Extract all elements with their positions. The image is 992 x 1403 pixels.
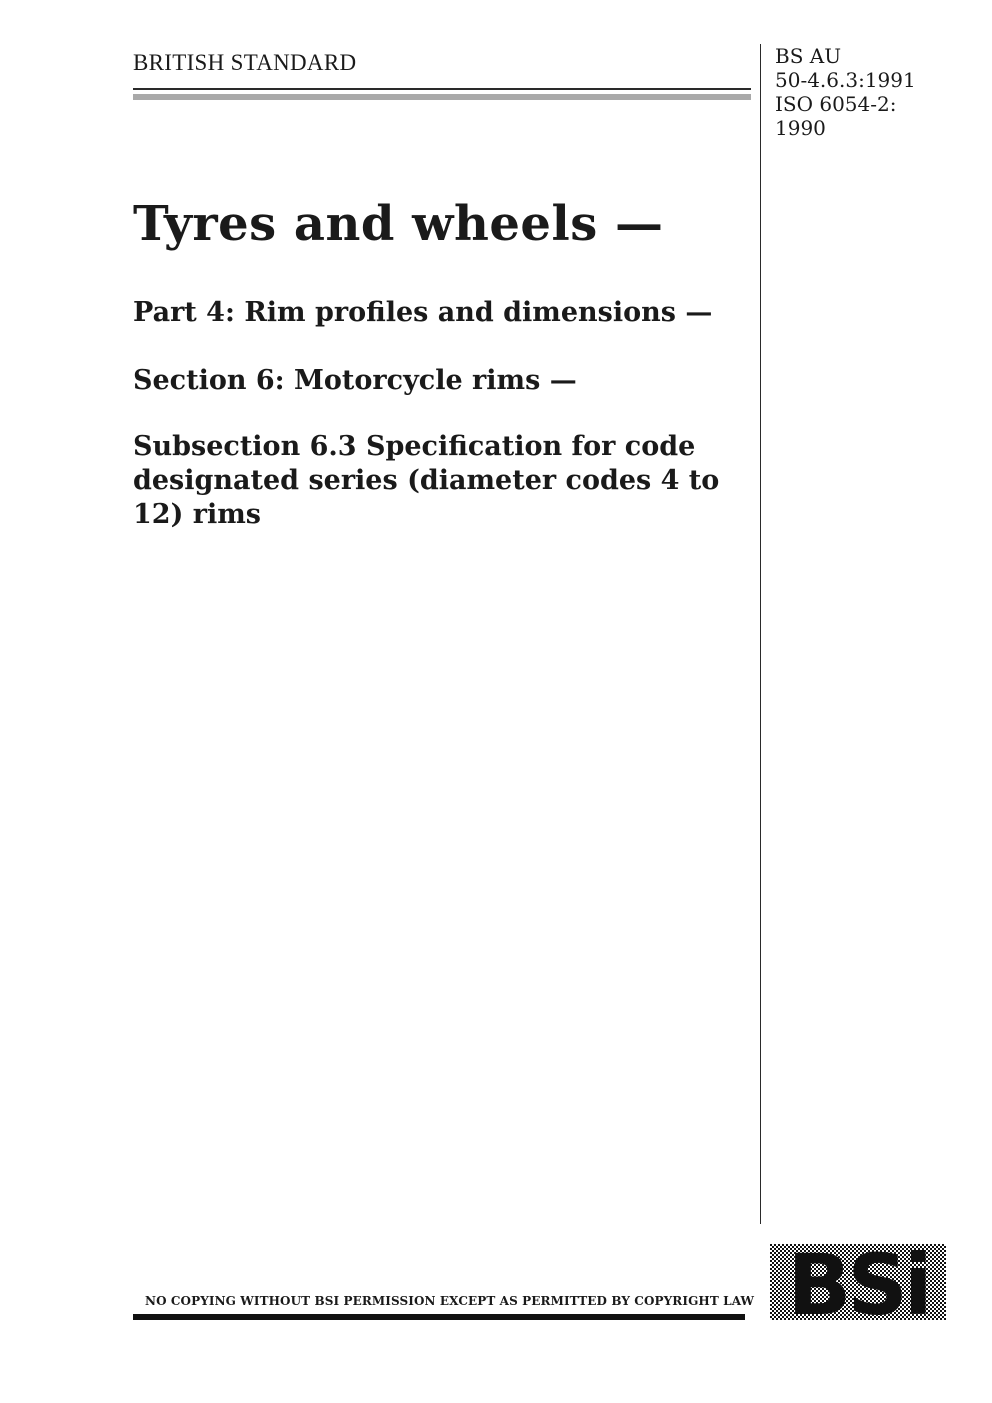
iso-code-line2: 1990 — [775, 116, 826, 140]
standard-codes — [775, 44, 916, 140]
vertical-divider — [760, 44, 761, 1224]
section-heading: Section 6: Motorcycle rims — — [133, 365, 577, 396]
copyright-notice: NO COPYING WITHOUT BSI PERMISSION EXCEPT AS PERMITTED BY COPYRIGHT LAW — [145, 1294, 755, 1308]
document-type-label: BRITISH STANDARD — [133, 50, 357, 75]
bsi-logo-text: BSi — [787, 1244, 929, 1320]
iso-code-line1: ISO 6054-2: — [775, 92, 897, 116]
footer-rule — [133, 1314, 745, 1320]
bs-code-line1: BS AU — [775, 44, 842, 68]
bs-code-line2: 50-4.6.3:1991 — [775, 68, 916, 92]
bsi-logo — [770, 1244, 946, 1320]
document-title: Tyres and wheels — — [133, 196, 664, 252]
subsection-heading: Subsection 6.3 Specification for code designated series (diameter codes 4 to 12) rims — [133, 431, 720, 530]
header-rule-thin — [133, 88, 751, 90]
header-rule-grey — [133, 94, 751, 100]
part-heading: Part 4: Rim profiles and dimensions — — [133, 297, 713, 328]
